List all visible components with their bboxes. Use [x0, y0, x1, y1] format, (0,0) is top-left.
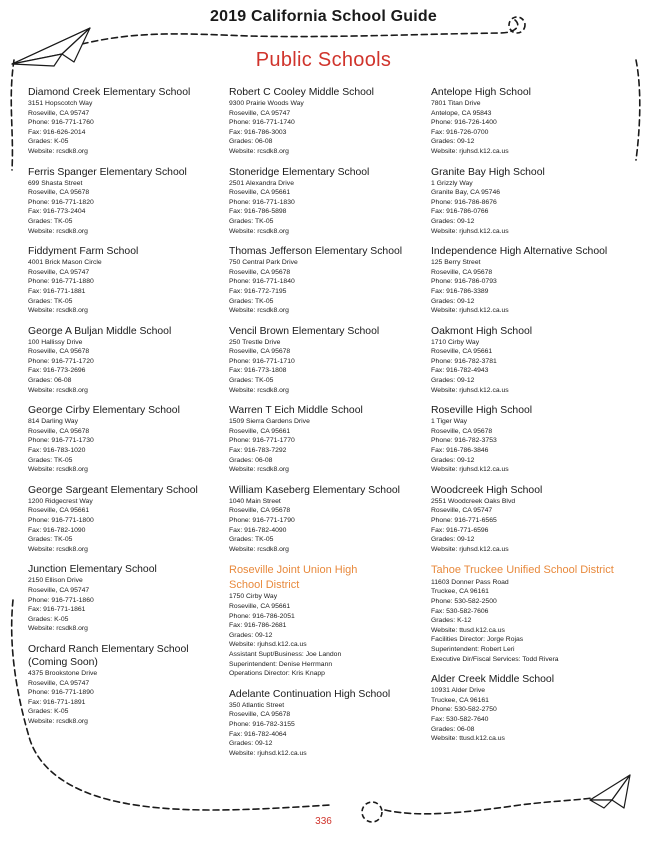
school-detail-line: Fax: 916-786-2681: [229, 622, 287, 630]
school-detail-line: Roseville, CA 95678: [431, 427, 493, 435]
school-detail-line: Grades: 09-12: [431, 536, 475, 544]
school-detail-line: Grades: TK-05: [229, 536, 274, 544]
school-entry: [229, 325, 429, 396]
school-detail-line: Website: rcsdk8.org: [28, 147, 88, 155]
school-detail-line: Website: rjuhsd.k12.ca.us: [431, 147, 509, 155]
school-detail-line: Website: rcsdk8.org: [28, 466, 88, 474]
school-detail-line: Grades: 09-12: [431, 297, 475, 305]
school-entry: [431, 404, 631, 475]
school-detail-line: Superintendent: Robert Leri: [431, 646, 515, 654]
school-detail-line: Fax: 530-582-7640: [431, 716, 489, 723]
school-detail-line: Website: ttusd.k12.ca.us: [431, 626, 505, 634]
school-name: Robert C Cooley Middle School: [229, 87, 374, 98]
column-3: [431, 86, 631, 753]
school-detail-line: Roseville, CA 95678: [229, 711, 291, 719]
school-detail-line: Roseville, CA 95678: [229, 507, 291, 515]
school-detail-line: Fax: 916-786-3846: [431, 447, 489, 455]
school-detail-line: 250 Trestle Drive: [229, 338, 281, 346]
school-name: George Sargeant Elementary School: [28, 484, 198, 496]
school-detail-line: Fax: 916-786-5898: [229, 208, 287, 216]
school-name: Adelante Continuation High School: [229, 688, 391, 700]
school-name: Woodcreek High School: [431, 484, 543, 496]
school-detail-line: Phone: 916-771-1760: [28, 119, 94, 127]
school-entry: [431, 86, 631, 157]
school-detail-line: Roseville, CA 95661: [229, 189, 291, 197]
school-detail-line: Website: rcsdk8.org: [229, 466, 289, 474]
school-detail-line: 1 Grizzly Way: [431, 179, 473, 187]
school-detail-line: Grades: K-05: [28, 138, 69, 146]
school-detail-line: 125 Berry Street: [431, 259, 481, 267]
school-name: Orchard Ranch Elementary School: [28, 643, 189, 655]
school-detail-line: Phone: 916-771-1770: [229, 437, 295, 445]
school-detail-line: Roseville, CA 95661: [229, 602, 291, 610]
school-detail-line: Grades: 09-12: [431, 456, 475, 464]
school-detail-line: Phone: 916-786-2051: [229, 612, 295, 620]
school-detail-line: Phone: 916-726-1400: [431, 119, 497, 127]
school-detail-line: Grades: 06-08: [229, 138, 273, 146]
school-detail-line: Website: rcsdk8.org: [28, 307, 88, 315]
school-detail-line: Phone: 916-771-6565: [431, 517, 497, 524]
page-number: 336: [315, 816, 332, 827]
school-detail-line: Fax: 916-726-0700: [431, 128, 489, 136]
school-entry: [229, 245, 429, 316]
district-entry: [431, 563, 631, 664]
school-detail-line: Fax: 916-771-1891: [28, 698, 86, 706]
school-detail-line: Fax: 530-582-7606: [431, 607, 489, 615]
school-detail-line: Roseville, CA 95747: [28, 109, 90, 117]
school-detail-line: Grades: 09-12: [431, 217, 475, 225]
school-detail-line: Grades: TK-05: [28, 536, 73, 544]
school-detail-line: 100 Hallissy Drive: [28, 338, 83, 346]
school-detail-line: Website: rcsdk8.org: [28, 625, 88, 633]
school-detail-line: Website: rcsdk8.org: [229, 147, 289, 155]
school-detail-line: Phone: 916-771-1880: [28, 278, 94, 286]
school-detail-line: Fax: 916-773-1808: [229, 367, 287, 375]
school-detail-line: Phone: 916-771-1730: [28, 437, 94, 445]
school-detail-line: Roseville, CA 95747: [28, 679, 90, 687]
school-detail-line: Phone: 916-786-8676: [431, 198, 497, 206]
school-detail-line: Website: rcsdk8.org: [28, 717, 88, 725]
school-detail-line: Phone: 916-782-3753: [431, 437, 497, 445]
school-detail-line: Roseville, CA 95661: [28, 507, 90, 515]
school-detail-line: 4001 Brick Mason Circle: [28, 259, 102, 267]
school-detail-line: 1040 Main Street: [229, 497, 281, 505]
school-detail-line: Website: ttusd.k12.ca.us: [431, 735, 505, 743]
school-name: George Cirby Elementary School: [28, 405, 180, 417]
school-detail-line: Fax: 916-786-3003: [229, 128, 287, 136]
school-detail-line: Roseville, CA 95661: [431, 348, 493, 356]
school-entry: [229, 688, 429, 759]
school-detail-line: Roseville, CA 95747: [28, 586, 90, 594]
district-name: Roseville Joint Union High: [229, 564, 358, 577]
district-entry: [229, 563, 429, 678]
school-detail-line: Phone: 916-771-1710: [229, 357, 295, 365]
school-name: Independence High Alternative School: [431, 246, 608, 258]
school-detail-line: Website: rjuhsd.k12.ca.us: [431, 545, 509, 553]
school-detail-line: Phone: 916-771-1890: [28, 689, 94, 697]
school-name: Fiddyment Farm School: [28, 246, 139, 258]
school-detail-line: Roseville, CA 95678: [28, 348, 90, 356]
school-entry: [229, 484, 429, 555]
school-detail-line: Phone: 916-771-1800: [28, 517, 94, 524]
school-entry: [431, 673, 631, 744]
school-detail-line: Fax: 916-783-1020: [28, 447, 86, 455]
school-detail-line: Roseville, CA 95678: [229, 348, 291, 356]
school-name: George A Buljan Middle School: [28, 325, 172, 337]
school-entry: [431, 484, 631, 555]
school-detail-line: Grades: TK-05: [229, 297, 274, 305]
school-detail-line: Grades: 09-12: [229, 631, 273, 639]
school-detail-line: Website: rjuhsd.k12.ca.us: [229, 749, 307, 757]
school-entry: [229, 166, 429, 237]
school-detail-line: Website: rjuhsd.k12.ca.us: [431, 307, 509, 315]
school-detail-line: Grades: TK-05: [28, 297, 73, 305]
school-detail-line: Roseville, CA 95678: [28, 427, 90, 435]
district-name: School District: [229, 578, 300, 591]
school-detail-line: Fax: 916-771-1861: [28, 606, 86, 614]
school-name: Roseville High School: [431, 405, 533, 417]
guide-title: 2019 California School Guide: [210, 8, 437, 25]
district-name: Tahoe Truckee Unified School District: [431, 564, 614, 577]
school-name: Oakmont High School: [431, 325, 533, 337]
right-dashed-path: [636, 60, 640, 160]
school-detail-line: Website: rjuhsd.k12.ca.us: [431, 386, 509, 394]
school-detail-line: Website: rcsdk8.org: [229, 386, 289, 394]
school-name: Warren T Eich Middle School: [229, 405, 363, 417]
school-entry: [28, 166, 228, 237]
section-title: Public Schools: [255, 49, 392, 71]
school-detail-line: Grades: K-05: [28, 615, 69, 623]
school-detail-line: Truckee, CA 96161: [431, 696, 489, 704]
school-name: Diamond Creek Elementary School: [28, 87, 191, 98]
school-detail-line: Grades: K-05: [28, 708, 69, 716]
school-detail-line: Roseville, CA 95678: [28, 189, 90, 197]
school-detail-line: Grades: K-12: [431, 617, 472, 625]
school-detail-line: Fax: 916-782-4943: [431, 367, 489, 375]
school-entry: [28, 563, 228, 634]
school-detail-line: Roseville, CA 95747: [431, 507, 493, 515]
school-detail-line: Fax: 916-771-1881: [28, 287, 86, 295]
school-entry: [431, 325, 631, 396]
school-detail-line: Grades: 06-08: [431, 725, 475, 733]
school-detail-line: Phone: 916-771-1790: [229, 517, 295, 524]
school-detail-line: Grades: TK-05: [229, 377, 274, 385]
school-name: William Kaseberg Elementary School: [229, 484, 400, 496]
school-detail-line: 2150 Ellison Drive: [28, 577, 83, 585]
school-detail-line: 1710 Cirby Way: [431, 338, 480, 346]
school-detail-line: Phone: 916-771-1820: [28, 198, 94, 206]
school-detail-line: Phone: 530-582-2750: [431, 706, 497, 714]
school-detail-line: 2551 Woodcreek Oaks Blvd: [431, 497, 516, 505]
school-detail-line: Website: rcsdk8.org: [229, 545, 289, 553]
school-detail-line: 4375 Brookstone Drive: [28, 669, 98, 677]
school-name: Granite Bay High School: [431, 166, 545, 178]
school-entry: [28, 245, 228, 316]
school-detail-line: Truckee, CA 96161: [431, 588, 489, 596]
school-detail-line: Phone: 530-582-2500: [431, 598, 497, 606]
school-detail-line: Grades: 06-08: [229, 456, 273, 464]
school-name: Vencil Brown Elementary School: [229, 325, 380, 337]
school-detail-line: Fax: 916-782-1090: [28, 526, 86, 534]
school-entry: [28, 484, 228, 555]
school-detail-line: 350 Atlantic Street: [229, 701, 285, 709]
school-detail-line: Fax: 916-773-2404: [28, 208, 86, 216]
school-detail-line: Website: rcsdk8.org: [28, 545, 88, 553]
school-detail-line: 1 Tiger Way: [431, 418, 468, 426]
school-detail-line: Grades: 09-12: [431, 138, 475, 146]
school-detail-line: Phone: 916-771-1740: [229, 119, 295, 127]
school-detail-line: Phone: 916-771-1720: [28, 357, 94, 365]
school-detail-line: Fax: 916-782-4064: [229, 730, 287, 738]
column-2: [229, 86, 429, 767]
school-detail-line: 11603 Donner Pass Road: [431, 578, 509, 586]
school-detail-line: 750 Central Park Drive: [229, 259, 298, 267]
school-name: Antelope High School: [431, 87, 531, 98]
school-detail-line: 699 Shasta Street: [28, 179, 83, 187]
school-detail-line: Phone: 916-771-1860: [28, 596, 94, 604]
school-detail-line: Roseville, CA 95678: [229, 268, 291, 276]
school-detail-line: Website: rjuhsd.k12.ca.us: [229, 641, 307, 649]
school-detail-line: Website: rjuhsd.k12.ca.us: [431, 227, 509, 235]
school-detail-line: 1200 Ridgecrest Way: [28, 497, 93, 505]
school-name: Alder Creek Middle School: [431, 674, 555, 686]
school-detail-line: Phone: 916-782-3781: [431, 357, 497, 365]
school-detail-line: 9300 Prairie Woods Way: [229, 100, 304, 107]
school-entry: [229, 404, 429, 475]
school-detail-line: 3151 Hopscotch Way: [28, 100, 93, 107]
school-detail-line: Superintendent: Denise Herrmann: [229, 660, 333, 668]
school-detail-line: Grades: TK-05: [28, 456, 73, 464]
school-detail-line: Fax: 916-782-4090: [229, 526, 287, 534]
school-entry: [28, 643, 228, 727]
school-name: Thomas Jefferson Elementary School: [229, 246, 403, 258]
school-detail-line: Grades: 06-08: [28, 377, 72, 385]
school-entry: [431, 245, 631, 316]
school-name: Stoneridge Elementary School: [229, 166, 370, 178]
school-entry: [431, 166, 631, 237]
school-name: Junction Elementary School: [28, 564, 157, 576]
school-detail-line: Fax: 916-772-7195: [229, 287, 287, 295]
school-detail-line: 7801 Titan Drive: [431, 100, 481, 107]
school-entry: [229, 86, 429, 157]
school-detail-line: Phone: 916-782-3155: [229, 720, 295, 728]
school-detail-line: Phone: 916-771-1840: [229, 278, 295, 286]
school-entry: [28, 404, 228, 475]
school-detail-line: Website: rcsdk8.org: [229, 307, 289, 315]
school-detail-line: Assistant Supt/Business: Joe Landon: [229, 650, 342, 658]
school-detail-line: Granite Bay, CA 95746: [431, 189, 501, 197]
school-detail-line: Executive Dir/Fiscal Services: Todd Rivera: [431, 655, 559, 663]
school-detail-line: Grades: 09-12: [229, 740, 273, 748]
school-detail-line: Roseville, CA 95661: [229, 427, 291, 435]
school-detail-line: Operations Director: Kris Knapp: [229, 670, 325, 678]
school-detail-line: 1750 Cirby Way: [229, 593, 278, 601]
school-detail-line: 814 Darling Way: [28, 418, 78, 426]
school-detail-line: Fax: 916-773-2696: [28, 367, 86, 375]
school-detail-line: Phone: 916-771-1830: [229, 198, 295, 206]
school-detail-line: Fax: 916-771-6596: [431, 526, 489, 534]
school-detail-line: 2501 Alexandra Drive: [229, 179, 294, 187]
school-detail-line: Fax: 916-626-2014: [28, 128, 86, 136]
school-detail-line: Fax: 916-783-7292: [229, 447, 287, 455]
school-detail-line: Grades: TK-05: [28, 217, 73, 225]
school-detail-line: Antelope, CA 95843: [431, 109, 492, 117]
school-detail-line: 1509 Sierra Gardens Drive: [229, 418, 310, 426]
school-detail-line: Fax: 916-786-0766: [431, 208, 489, 216]
paper-plane-bottom-right: [590, 775, 630, 808]
school-detail-line: Fax: 916-786-3389: [431, 287, 489, 295]
bottom-dashed-path: [385, 796, 600, 814]
column-1: [28, 86, 228, 736]
school-detail-line: Grades: TK-05: [229, 217, 274, 225]
school-detail-line: Phone: 916-786-0793: [431, 278, 497, 286]
school-detail-line: Website: rcsdk8.org: [28, 386, 88, 394]
school-name: Ferris Spanger Elementary School: [28, 166, 187, 178]
school-detail-line: Website: rcsdk8.org: [28, 227, 88, 235]
school-detail-line: Roseville, CA 95747: [229, 109, 291, 117]
school-entry: [28, 86, 228, 157]
school-detail-line: Website: rjuhsd.k12.ca.us: [431, 466, 509, 474]
school-detail-line: 10931 Alder Drive: [431, 687, 486, 695]
school-detail-line: Grades: 09-12: [431, 377, 475, 385]
school-detail-line: Roseville, CA 95747: [28, 268, 90, 276]
school-entry: [28, 325, 228, 396]
school-detail-line: Roseville, CA 95678: [431, 268, 493, 276]
school-detail-line: Website: rcsdk8.org: [229, 227, 289, 235]
school-detail-line: Facilities Director: Jorge Rojas: [431, 636, 524, 644]
school-name: (Coming Soon): [28, 656, 98, 668]
